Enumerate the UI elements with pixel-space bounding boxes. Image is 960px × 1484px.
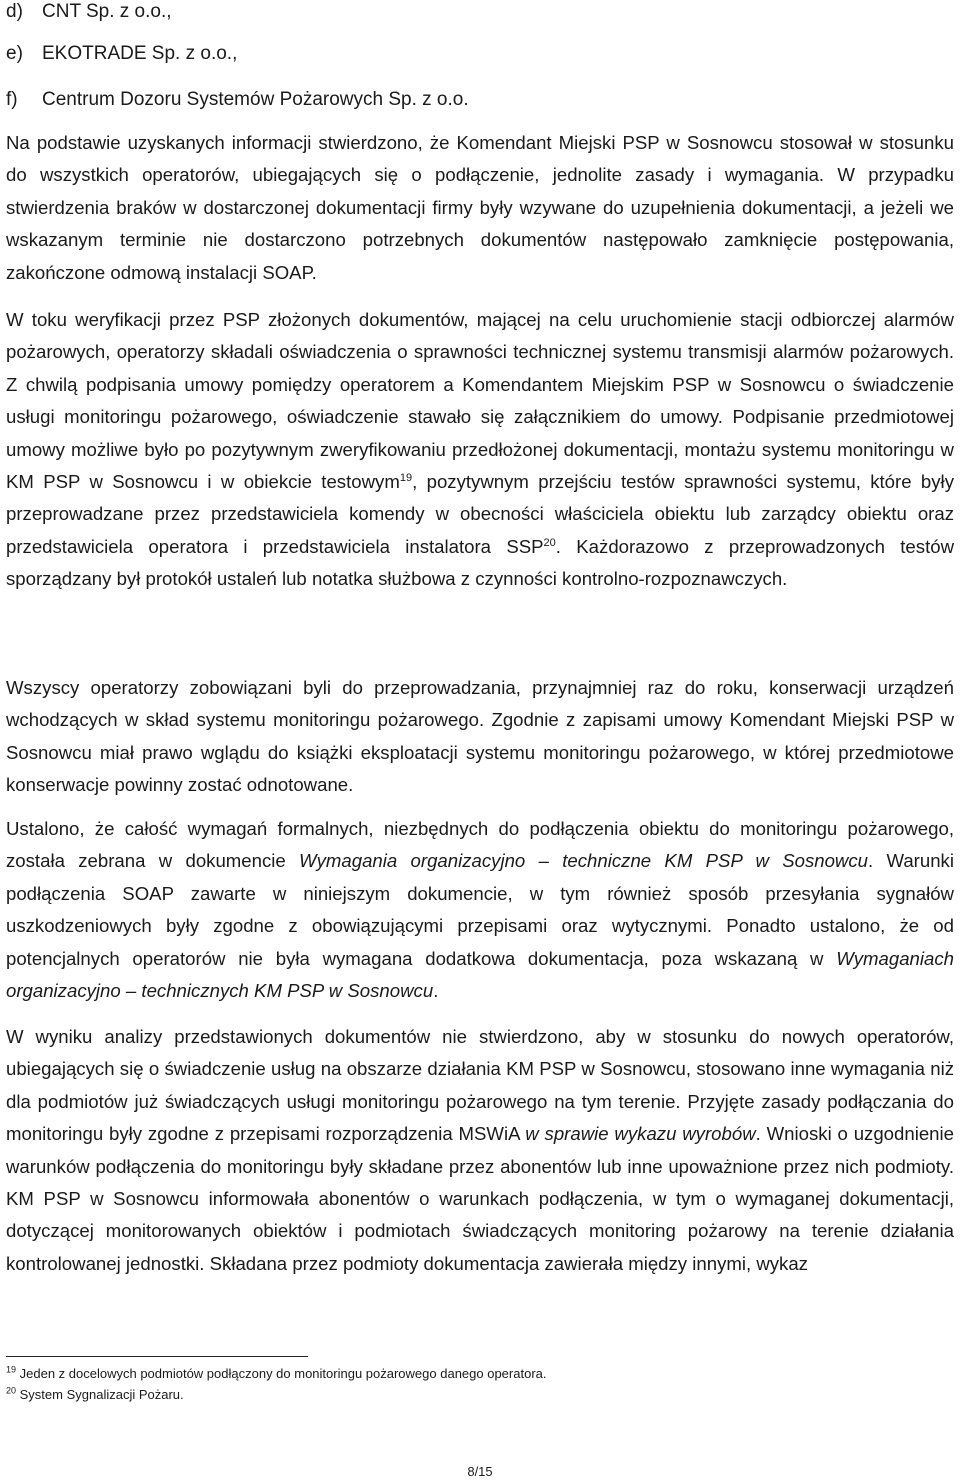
footnote-text: System Sygnalizacji Pożaru. bbox=[19, 1387, 184, 1402]
paragraph-text: . bbox=[433, 980, 439, 1002]
list-label: e) bbox=[6, 43, 23, 64]
paragraph-text: Ustalono, że całość wymagań formalnych, niezbędnych do podłączenia obiektu do monitoringu pożarowego, została zebrana w dokumencie bbox=[6, 818, 954, 872]
list-text: EKOTRADE Sp. z o.o., bbox=[42, 43, 238, 64]
document-title: Wymaganiach organizacyjno – technicznych KM PSP w Sosnowcu bbox=[6, 947, 954, 1002]
paragraph-text: . Wnioski o uzgodnienie warunków podłączenia do monitoringu były składane przez abonentów lub inne upoważnione przez nich podmioty. KM PSP w Sosnowcu informowała abonentów o warunkach podłączenia, w tym o wymaganej dokumentacji, dotyczącej monitorowanych obiektów i podmiotach świadczących monitoring pożarowy na terenie działania kontrolowanej jednostki. Składana przez podmioty dokumentacja zawierała między innymi, wykaz bbox=[6, 1123, 954, 1274]
footnote-ref: 19 bbox=[399, 471, 413, 484]
footnote-number: 19 bbox=[6, 1364, 17, 1375]
paragraph-text: . Warunki podłączenia SOAP zawarte w niniejszym dokumencie, w tym również sposób przesyłania sygnałów uszkodzeniowych były zgodne z obowiązującymi przepisami oraz wytycznymi. Ponadto ustalono, że od potencjalnych operatorów nie była wymagana dodatkowa dokumentacja, poza wskazaną w bbox=[6, 850, 954, 969]
list-item bbox=[6, 88, 469, 112]
paragraph-text: . Każdorazowo z przeprowadzonych testów sporządzany był protokół ustaleń lub notatka służbowa z czynności kontrolno-rozpoznawczych. bbox=[6, 535, 955, 590]
footnote-ref: 20 bbox=[543, 536, 556, 549]
paragraph-3 bbox=[6, 672, 954, 802]
list-item bbox=[6, 0, 172, 24]
footnote-separator bbox=[6, 1356, 308, 1357]
list-label: f) bbox=[6, 89, 18, 110]
footnote-text: Jeden z docelowych podmiotów podłączony do monitoringu pożarowego danego operatora. bbox=[19, 1366, 547, 1381]
regulation-title: w sprawie wykazu wyrobów bbox=[525, 1123, 756, 1145]
paragraph-text: Na podstawie uzyskanych informacji stwierdzono, że Komendant Miejski PSP w Sosnowcu stosował w stosunku do wszystkich operatorów, ubiegających się o podłączenie, jednolite zasady i wymagania. W przypadku stwierdzenia braków w dostarczonej dokumentacji firmy były wzywane do uzupełnienia dokumentacji, a jeżeli we wskazanym terminie nie dostarczono potrzebnych dokumentów następowało zamknięcie postępowania, zakończone odmową instalacji SOAP. bbox=[6, 132, 954, 283]
document-title: Wymagania organizacyjno – techniczne KM PSP w Sosnowcu bbox=[299, 850, 868, 872]
paragraph-5 bbox=[6, 1021, 954, 1280]
paragraph-1 bbox=[6, 127, 954, 289]
paragraph-text: , pozytywnym przejściu testów sprawności systemu, które były przeprowadzane przez przedstawiciela komendy w obecności właściciela obiektu lub zarządcy obiektu oraz przedstawiciela operatora i przedstawiciela instalatora SSP bbox=[6, 471, 954, 557]
list-item bbox=[6, 42, 237, 66]
footnote-number: 20 bbox=[6, 1385, 17, 1396]
paragraph-4 bbox=[6, 813, 954, 1007]
paragraph-text: Wszyscy operatorzy zobowiązani byli do przeprowadzania, przynajmniej raz do roku, konserwacji urządzeń wchodzących w skład systemu monitoringu pożarowego. Zgodnie z zapisami umowy Komendant Miejski PSP w Sosnowcu miał prawo wglądu do książki eksploatacji systemu monitoringu pożarowego, w której przedmiotowe konserwacje powinny zostać odnotowane. bbox=[6, 677, 954, 796]
list-label: d) bbox=[6, 1, 23, 22]
paragraph-text: W wyniku analizy przedstawionych dokumentów nie stwierdzono, aby w stosunku do nowych operatorów, ubiegających się o świadczenie usług na obszarze działania KM PSP w Sosnowcu, stosowano inne wymagania niż dla podmiotów już świadczących usługi monitoringu pożarowego na tym terenie. Przyjęte zasady podłączania do monitoringu były zgodne z przepisami rozporządzenia MSWiA bbox=[6, 1026, 954, 1145]
footnote bbox=[6, 1387, 184, 1403]
paragraph-2 bbox=[6, 304, 954, 596]
list-text: CNT Sp. z o.o., bbox=[42, 1, 172, 22]
footnote bbox=[6, 1366, 546, 1382]
paragraph-text: W toku weryfikacji przez PSP złożonych dokumentów, mającej na celu uruchomienie stacji odbiorczej alarmów pożarowych, operatorzy składali oświadczenia o sprawności technicznej systemu transmisji alarmów pożarowych. Z chwilą podpisania umowy pomiędzy operatorem a Komendantem Miejskim PSP w Sosnowcu o świadczenie usługi monitoringu pożarowego, oświadczenie stawało się załącznikiem do umowy. Podpisanie przedmiotowej umowy możliwe było po pozytywnym zweryfikowaniu przedłożonej dokumentacji, montażu systemu monitoringu w KM PSP w Sosnowcu i w obiekcie testowym bbox=[6, 309, 954, 493]
list-text: Centrum Dozoru Systemów Pożarowych Sp. z o.o. bbox=[42, 89, 469, 110]
page-number: 8/15 bbox=[467, 1464, 493, 1479]
